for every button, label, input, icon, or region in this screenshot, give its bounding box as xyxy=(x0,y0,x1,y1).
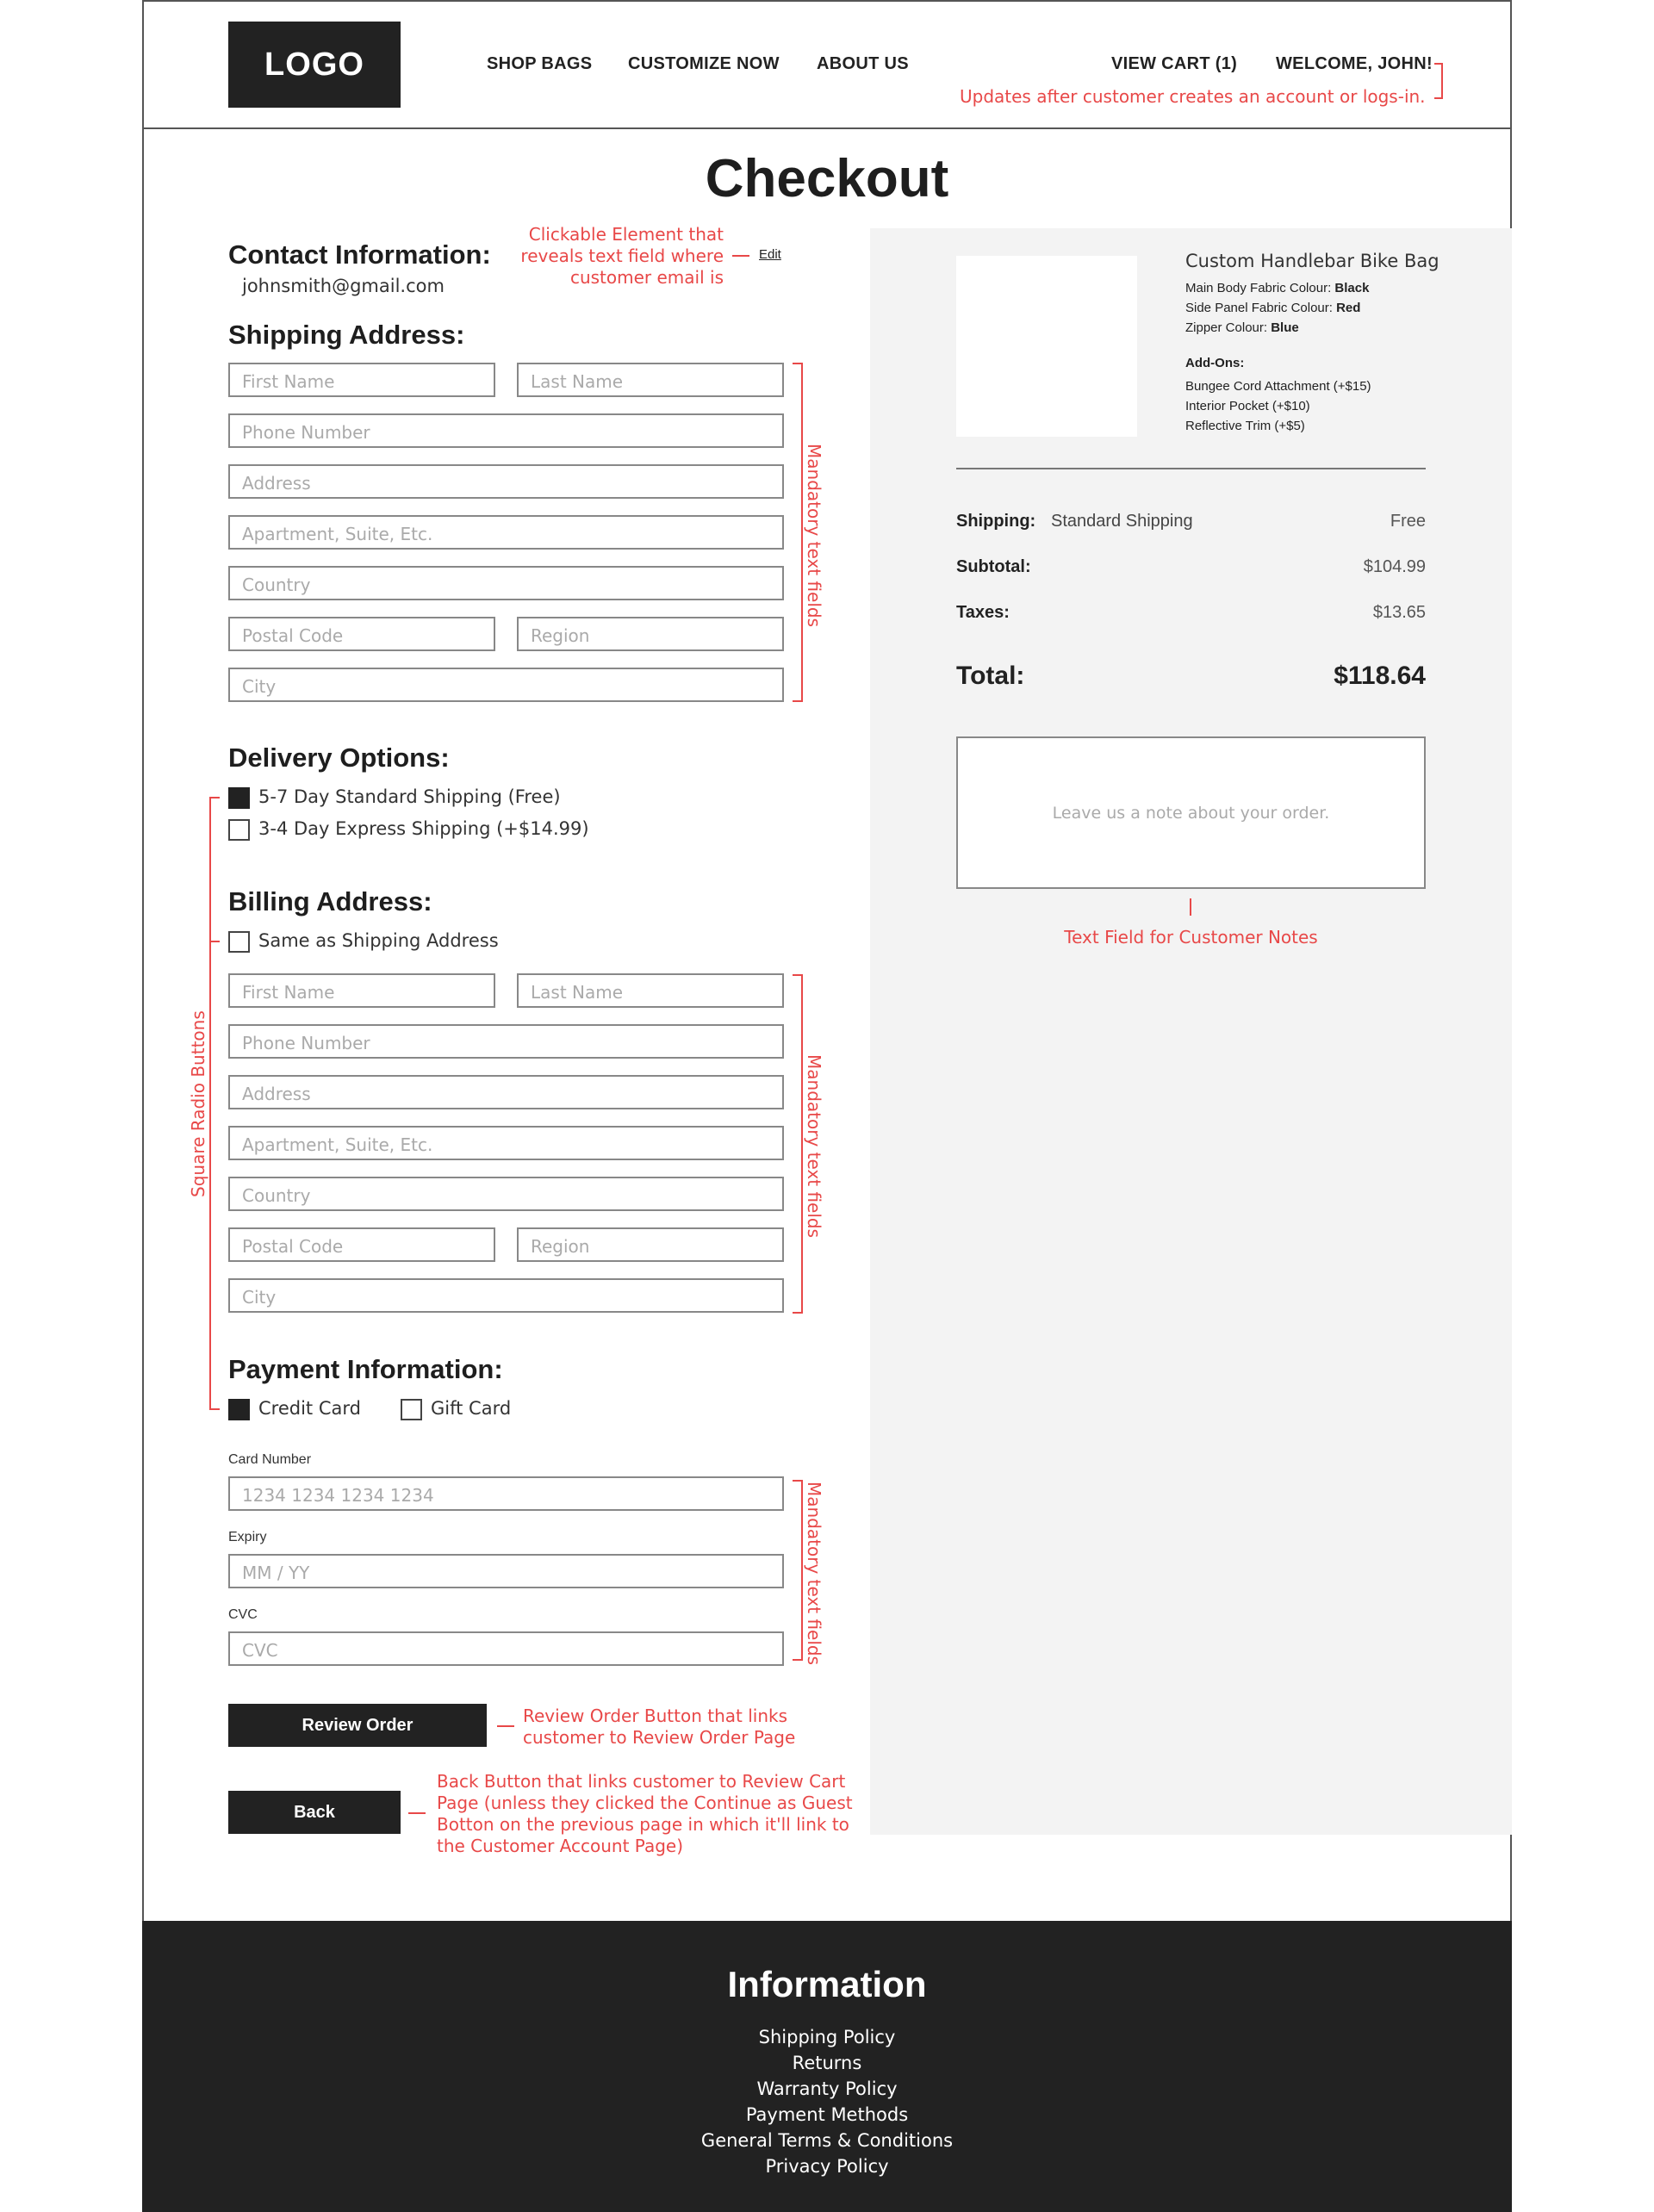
billing-region-input[interactable]: Region xyxy=(517,1227,784,1262)
shipping-summary-value: Free xyxy=(1390,512,1426,531)
view-cart-link[interactable]: VIEW CART (1) xyxy=(1111,54,1238,73)
taxes-value: $13.65 xyxy=(1372,603,1426,622)
notes-annotation: Text Field for Customer Notes xyxy=(1064,927,1318,948)
gift-card-label: Gift Card xyxy=(431,1398,512,1419)
shipping-address-input[interactable]: Address xyxy=(228,464,784,499)
zipper-colour: Zipper Colour: Blue xyxy=(1185,320,1299,335)
cvc-input[interactable]: CVC xyxy=(228,1631,784,1666)
site-header xyxy=(142,0,1512,129)
main-body-colour: Main Body Fabric Colour: Black xyxy=(1185,281,1370,295)
billing-postal-input[interactable]: Postal Code xyxy=(228,1227,495,1262)
footer-link-shipping-policy[interactable]: Shipping Policy xyxy=(758,2027,896,2047)
contact-email: johnsmith@gmail.com xyxy=(242,276,445,296)
subtotal-value: $104.99 xyxy=(1363,557,1426,576)
shipping-country-input[interactable]: Country xyxy=(228,566,784,600)
back-annotation-line xyxy=(408,1812,426,1814)
payment-heading: Payment Information: xyxy=(228,1354,503,1384)
same-as-shipping-checkbox[interactable] xyxy=(228,931,250,953)
billing-first-name-input[interactable]: First Name xyxy=(228,973,495,1008)
logo[interactable]: LOGO xyxy=(228,22,401,108)
card-number-label: Card Number xyxy=(228,1452,312,1467)
shipping-postal-input[interactable]: Postal Code xyxy=(228,617,495,651)
billing-country-input[interactable]: Country xyxy=(228,1177,784,1211)
shipping-city-input[interactable]: City xyxy=(228,668,784,702)
review-annotation-line xyxy=(497,1725,514,1727)
billing-mandatory-bracket xyxy=(793,974,803,1314)
footer-title: Information xyxy=(727,1964,927,2004)
nav-customize-now[interactable]: CUSTOMIZE NOW xyxy=(628,54,780,73)
same-as-shipping-label: Same as Shipping Address xyxy=(258,930,499,951)
back-button[interactable]: Back xyxy=(228,1791,401,1834)
side-panel-colour: Side Panel Fabric Colour: Red xyxy=(1185,301,1361,315)
footer-link-returns[interactable]: Returns xyxy=(792,2053,862,2073)
product-thumbnail xyxy=(956,256,1137,437)
edit-email-link[interactable]: Edit xyxy=(759,247,781,262)
card-number-input[interactable]: 1234 1234 1234 1234 xyxy=(228,1476,784,1511)
nav-about-us[interactable]: ABOUT US xyxy=(817,54,909,73)
delivery-heading: Delivery Options: xyxy=(228,743,450,773)
billing-last-name-input[interactable]: Last Name xyxy=(517,973,784,1008)
taxes-label: Taxes: xyxy=(956,603,1010,622)
shipping-phone-input[interactable]: Phone Number xyxy=(228,413,784,448)
total-label: Total: xyxy=(956,662,1025,690)
page-title: Checkout xyxy=(705,149,949,208)
shipping-mandatory-bracket xyxy=(793,363,803,702)
billing-heading: Billing Address: xyxy=(228,886,432,916)
welcome-annotation: Updates after customer creates an account or logs-in. xyxy=(960,86,1426,107)
billing-city-input[interactable]: City xyxy=(228,1278,784,1313)
total-value: $118.64 xyxy=(1334,662,1426,690)
summary-divider xyxy=(956,468,1426,469)
shipping-first-name-input[interactable]: First Name xyxy=(228,363,495,397)
contact-annotation: Clickable Element that reveals text field where customer email is xyxy=(520,224,724,288)
site-footer xyxy=(142,1921,1512,2212)
payment-mandatory-annotation: Mandatory text fields xyxy=(804,1482,824,1666)
billing-mandatory-annotation: Mandatory text fields xyxy=(804,1054,824,1239)
expiry-label: Expiry xyxy=(228,1530,267,1544)
delivery-express-radio[interactable] xyxy=(228,819,250,841)
gift-card-radio[interactable] xyxy=(401,1399,422,1420)
footer-link-terms[interactable]: General Terms & Conditions xyxy=(700,2130,954,2151)
footer-link-payment-methods[interactable]: Payment Methods xyxy=(745,2104,909,2125)
credit-card-label: Credit Card xyxy=(258,1398,361,1419)
shipping-mandatory-annotation: Mandatory text fields xyxy=(804,444,824,628)
review-order-button[interactable]: Review Order xyxy=(228,1704,487,1747)
contact-heading: Contact Information: xyxy=(228,239,491,270)
billing-address-input[interactable]: Address xyxy=(228,1075,784,1109)
payment-mandatory-bracket xyxy=(793,1480,803,1661)
addon-item: Bungee Cord Attachment (+$15) xyxy=(1185,379,1371,394)
review-annotation: Review Order Button that links customer to Review Order Page xyxy=(523,1706,796,1748)
expiry-input[interactable]: MM / YY xyxy=(228,1554,784,1588)
shipping-summary-label: Shipping: xyxy=(956,512,1036,531)
footer-link-privacy-policy[interactable]: Privacy Policy xyxy=(765,2156,889,2177)
radio-annotation: Square Radio Buttons xyxy=(188,1010,208,1197)
delivery-express-label: 3-4 Day Express Shipping (+$14.99) xyxy=(258,818,589,839)
order-notes-input[interactable]: Leave us a note about your order. xyxy=(956,736,1426,889)
addon-item: Interior Pocket (+$10) xyxy=(1185,399,1310,413)
shipping-apartment-input[interactable]: Apartment, Suite, Etc. xyxy=(228,515,784,550)
radio-annotation-bracket xyxy=(209,797,220,1410)
radio-annotation-tick xyxy=(209,941,220,942)
billing-apartment-input[interactable]: Apartment, Suite, Etc. xyxy=(228,1126,784,1160)
nav-shop-bags[interactable]: SHOP BAGS xyxy=(487,54,593,73)
delivery-standard-radio[interactable] xyxy=(228,787,250,809)
delivery-standard-label: 5-7 Day Standard Shipping (Free) xyxy=(258,786,561,807)
shipping-region-input[interactable]: Region xyxy=(517,617,784,651)
welcome-user-link[interactable]: WELCOME, JOHN! xyxy=(1276,54,1433,73)
welcome-annotation-bracket xyxy=(1434,63,1443,99)
back-annotation: Back Button that links customer to Review Cart Page (unless they clicked the Continue as Guest Botton on the previous page in which it'll link to the Customer Account Page) xyxy=(437,1771,853,1856)
cvc-label: CVC xyxy=(228,1607,258,1622)
subtotal-label: Subtotal: xyxy=(956,557,1031,576)
footer-link-warranty-policy[interactable]: Warranty Policy xyxy=(756,2078,898,2099)
shipping-summary-method: Standard Shipping xyxy=(1051,512,1193,531)
shipping-last-name-input[interactable]: Last Name xyxy=(517,363,784,397)
contact-annotation-line xyxy=(732,255,749,257)
billing-phone-input[interactable]: Phone Number xyxy=(228,1024,784,1059)
shipping-heading: Shipping Address: xyxy=(228,320,465,350)
addon-item: Reflective Trim (+$5) xyxy=(1185,419,1305,433)
credit-card-radio[interactable] xyxy=(228,1399,250,1420)
notes-annotation-line xyxy=(1190,898,1191,916)
addons-label: Add-Ons: xyxy=(1185,356,1245,370)
product-name: Custom Handlebar Bike Bag xyxy=(1185,251,1439,271)
